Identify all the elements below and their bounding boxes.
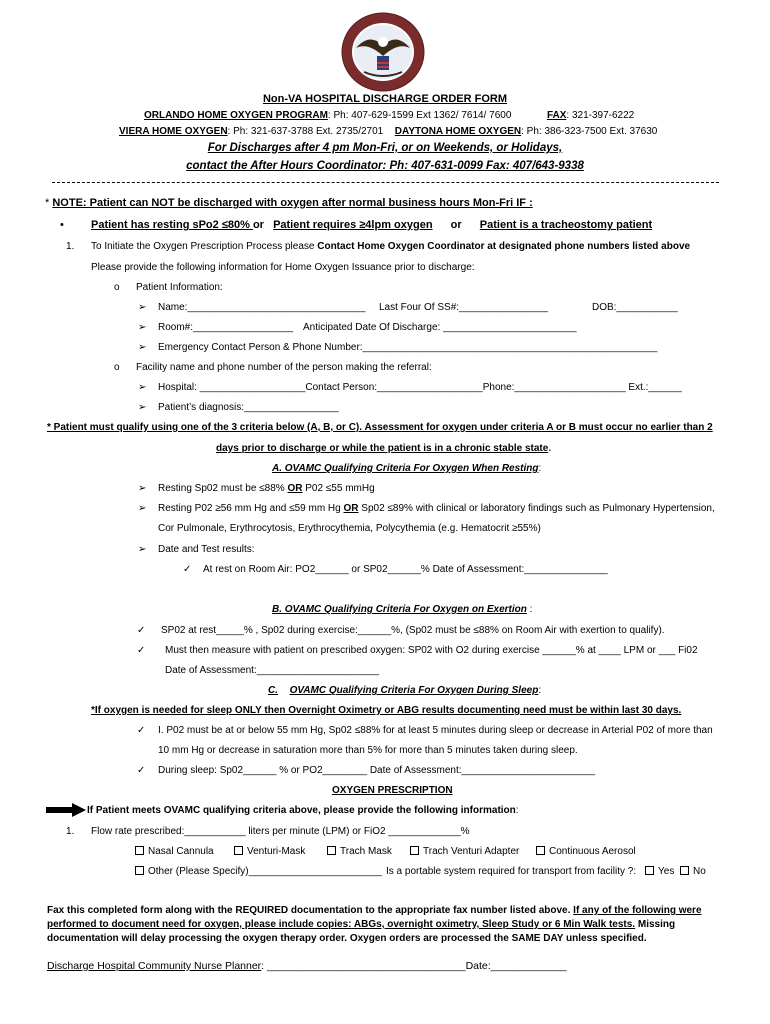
arrow-bullet-icon: ➢: [138, 382, 147, 393]
criteria-row: [91, 219, 652, 231]
criteria-or-2: or: [450, 219, 462, 231]
portable-yes-option[interactable]: [645, 866, 674, 877]
after-hours-line-1: For Discharges after 4 pm Mon-Fri, or on Weekends, or Holidays,: [207, 142, 563, 154]
section-a-item-1b: P02 ≤55 mmHg: [302, 483, 375, 494]
facility-heading: Facility name and phone number of the person making the referral:: [136, 362, 432, 373]
arrow-bullet-icon: ➢: [138, 342, 147, 353]
section-c-item-1a: I. P02 must be at or below 55 mm Hg, Sp02 ≤88% for at least 5 minutes during sleep or decrease in Arterial P02 of more than: [158, 725, 713, 736]
planner-line: [47, 960, 567, 972]
orlando-fax: : 321-397-6222: [566, 110, 635, 121]
patient-name-field[interactable]: Name:________________________________: [158, 302, 366, 313]
arrow-bullet-icon: ➢: [138, 302, 147, 313]
section-b-item-2[interactable]: Must then measure with patient on prescribed oxygen: SP02 with O2 during exercise ______% at ____ LPM or ___ Fi02: [165, 645, 698, 656]
dashed-divider: [52, 182, 719, 183]
bullet-dot-icon: •: [60, 219, 64, 231]
note-star: *: [45, 197, 50, 209]
orlando-phone: : Ph: 407-629-1599 Ext 1362/ 7614/ 7600: [327, 110, 512, 121]
arrow-bullet-icon: ➢: [138, 322, 147, 333]
circle-bullet-icon: o: [114, 362, 120, 373]
discharge-date-field[interactable]: Anticipated Date Of Discharge: ________________________: [303, 322, 577, 333]
section-a-colon: :: [538, 463, 542, 474]
prescription-heading: OXYGEN PRESCRIPTION: [332, 785, 453, 796]
checkbox-icon[interactable]: [135, 846, 144, 855]
diagnosis-field[interactable]: Patient’s diagnosis:_________________: [158, 402, 339, 413]
form-title: Non-VA HOSPITAL DISCHARGE ORDER FORM: [262, 93, 508, 105]
fax-line-3: documentation will delay processing the oxygen therapy order. Oxygen orders are processed the SAME DAY unless specified.: [47, 933, 647, 944]
section-a-item-2-or: OR: [343, 503, 359, 514]
fax-line-1a: Fax this completed form along with the REQUIRED documentation to the appropriate fax number listed above.: [47, 905, 574, 916]
patient-dob-field[interactable]: DOB:___________: [592, 302, 678, 313]
step1-text: To Initiate the Oxygen Prescription Process please: [91, 241, 315, 252]
venturi-mask-option[interactable]: [234, 846, 305, 857]
fax-line-2a: performed to document need for oxygen, please include copies: ABGs, overnight oximetry, Sleep Study or 6 Min Walk tests.: [47, 919, 636, 930]
qualify-dot: .: [548, 443, 552, 454]
va-seal-logo: [340, 12, 426, 92]
section-c-colon: :: [538, 685, 542, 696]
step1-number: 1.: [66, 241, 75, 252]
orlando-label: ORLANDO HOME OXYGEN PROGRAM: [144, 110, 328, 121]
patient-ssn-field[interactable]: Last Four Of SS#:________________: [379, 302, 549, 313]
checkmark-icon: ✓: [137, 625, 146, 636]
criteria-b: Patient requires ≥4lpm oxygen: [273, 219, 433, 231]
fax-line-1b: If any of the following were: [573, 905, 702, 916]
arrow-right-icon: [46, 803, 86, 817]
nasal-cannula-option[interactable]: [135, 846, 214, 857]
prescription-colon: :: [515, 805, 519, 816]
checkmark-icon: ✓: [137, 765, 146, 776]
section-a-item-1a: Resting Sp02 must be ≤88%: [158, 483, 285, 494]
qualify-line-1: * Patient must qualify using one of the 3 criteria below (A, B, or C). Assessment for oxygen under criteria A or B must occur no earlier than 2: [47, 422, 713, 433]
fax-line-1: [47, 905, 702, 916]
planner-field[interactable]: : __________________________________: [261, 960, 466, 972]
section-b-item-1[interactable]: SP02 at rest_____% , Sp02 during exercise:______%, (Sp02 must be ≤88% on Room Air with exertion to qualify).: [161, 625, 665, 636]
section-a-item-2c: Cor Pulmonale, Erythrocytosis, Erythrocythemia, Polycythemia (e.g. Hematocrit ≥55%): [158, 523, 541, 534]
criteria-c: Patient is a tracheostomy patient: [479, 219, 653, 231]
after-hours-line-2: contact the After Hours Coordinator: Ph: 407-631-0099 Fax: 407/643-9338: [186, 160, 584, 172]
viera-label: VIERA HOME OXYGEN: [119, 126, 228, 137]
planner-label: Discharge Hospital Community Nurse Planner: [47, 960, 262, 972]
daytona-label: DAYTONA HOME OXYGEN: [394, 126, 522, 137]
hospital-field[interactable]: Hospital: ___________________Contact Person:___________________Phone:____________________ Ext.:______: [158, 382, 682, 393]
opt2-label: Venturi-Mask: [247, 846, 306, 857]
continuous-aerosol-option[interactable]: [536, 846, 636, 857]
opt5-label: Continuous Aerosol: [549, 846, 636, 857]
arrow-bullet-icon: ➢: [138, 483, 147, 494]
arrow-bullet-icon: ➢: [138, 402, 147, 413]
trach-mask-option[interactable]: [327, 846, 392, 857]
criteria-or-1: or: [252, 219, 264, 231]
checkbox-icon[interactable]: [645, 866, 654, 875]
portable-question: Is a portable system required for transport from facility ?:: [386, 866, 637, 877]
opt6-label: Other (Please Specify)________________________: [148, 866, 383, 877]
circle-bullet-icon: o: [114, 282, 120, 293]
qualify-line-2-wrap: [216, 443, 551, 454]
section-b-colon: :: [526, 604, 533, 615]
opt1-label: Nasal Cannula: [148, 846, 214, 857]
section-c-heading-wrap: [268, 685, 541, 696]
daytona-phone: : Ph: 386-323-7500 Ext. 37630: [521, 126, 658, 137]
viera-phone: : Ph: 321-637-3788 Ext. 2735/2701: [227, 126, 384, 137]
step1-bold: Contact Home Oxygen Coordinator at designated phone numbers listed above: [317, 241, 691, 252]
section-c-item-1b: 10 mm Hg or decrease in saturation more than 5% for more than 5 minutes taken during sleep.: [158, 745, 578, 756]
section-a-item-1: [158, 483, 375, 494]
checkmark-icon: ✓: [137, 645, 146, 656]
viera-daytona-line: [119, 126, 657, 137]
opt3-label: Trach Mask: [340, 846, 392, 857]
trach-venturi-option[interactable]: [410, 846, 519, 857]
checkbox-icon[interactable]: [680, 866, 689, 875]
orlando-line: [144, 110, 634, 121]
section-a-heading-wrap: [272, 463, 541, 474]
criteria-a: Patient has resting sPo2 ≤80%: [91, 219, 250, 231]
no-label: No: [693, 866, 706, 877]
checkbox-icon[interactable]: [536, 846, 545, 855]
rest-room-air-field[interactable]: At rest on Room Air: PO2______ or SP02______% Date of Assessment:_______________: [203, 564, 608, 575]
section-b-heading-wrap: [272, 604, 532, 615]
checkmark-icon: ✓: [137, 725, 146, 736]
patient-room-field[interactable]: Room#:__________________: [158, 322, 294, 333]
qualify-line-2: days prior to discharge or while the patient is in a chronic stable state: [216, 443, 549, 454]
note-line: [45, 197, 533, 209]
portable-no-option[interactable]: [680, 866, 706, 877]
section-a-item-2a: Resting P02 ≥56 mm Hg and ≤59 mm Hg: [158, 503, 341, 514]
step1-line: [91, 241, 690, 252]
checkbox-icon[interactable]: [135, 866, 144, 875]
checkbox-icon[interactable]: [327, 846, 336, 855]
checkbox-icon[interactable]: [410, 846, 419, 855]
arrow-bullet-icon: ➢: [138, 544, 147, 555]
prescription-instruction: If Patient meets OVAMC qualifying criteria above, please provide the following information: [87, 805, 516, 816]
date-label: Date:: [465, 960, 491, 972]
date-field[interactable]: _____________: [490, 960, 567, 972]
section-a-item-2b: Sp02 ≤89% with clinical or laboratory findings such as Pulmonary Hypertension,: [358, 503, 715, 514]
section-c-item-2[interactable]: During sleep: Sp02______ % or PO2________ Date of Assessment:________________________: [158, 765, 596, 776]
arrow-bullet-icon: ➢: [138, 503, 147, 514]
prescription-instruction-wrap: [87, 805, 519, 816]
section-a-item-3: Date and Test results:: [158, 544, 255, 555]
section-a-item-1-or: OR: [287, 483, 303, 494]
section-a-heading: A. OVAMC Qualifying Criteria For Oxygen When Resting: [272, 463, 539, 474]
patient-heading: Patient Information:: [136, 282, 223, 293]
fax-line-2b: Missing: [635, 919, 676, 930]
flow-rate-field[interactable]: Flow rate prescribed:___________ liters per minute (LPM) or FiO2 _____________%: [91, 826, 470, 837]
sleep-warning: *If oxygen is needed for sleep ONLY then Overnight Oximetry or ABG results documenting need must be within last 30 days.: [91, 705, 682, 716]
prescription-number: 1.: [66, 826, 75, 837]
emergency-contact-field[interactable]: Emergency Contact Person & Phone Number:_____________________________________________________: [158, 342, 658, 353]
checkbox-icon[interactable]: [234, 846, 243, 855]
section-c-letter: C.: [268, 685, 278, 696]
section-a-item-2: [158, 503, 715, 514]
other-option[interactable]: [135, 866, 382, 877]
section-c-heading: OVAMC Qualifying Criteria For Oxygen During Sleep: [289, 685, 539, 696]
section-b-heading: B. OVAMC Qualifying Criteria For Oxygen on Exertion: [272, 604, 527, 615]
step1-provide: Please provide the following information for Home Oxygen Issuance prior to discharge:: [91, 262, 475, 273]
checkmark-icon: ✓: [183, 564, 192, 575]
orlando-fax-label: FAX: [546, 110, 567, 121]
yes-label: Yes: [658, 866, 675, 877]
opt4-label: Trach Venturi Adapter: [423, 846, 520, 857]
fax-line-2: [47, 919, 675, 930]
section-b-item-3[interactable]: Date of Assessment:______________________: [165, 665, 380, 676]
note-text: NOTE: Patient can NOT be discharged with oxygen after normal business hours Mon-Fri IF :: [52, 197, 533, 209]
